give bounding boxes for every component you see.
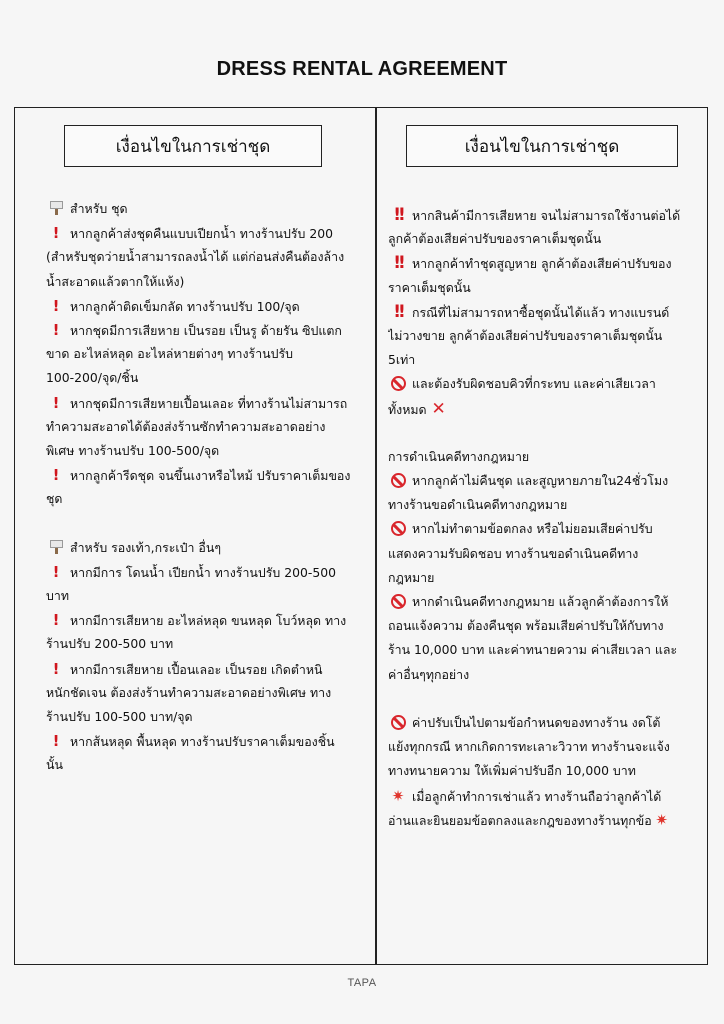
term-line bbox=[46, 657, 368, 681]
no-entry-icon bbox=[388, 372, 408, 396]
term-line bbox=[388, 517, 700, 541]
term-line bbox=[388, 203, 700, 227]
term-text: ทั้งหมด bbox=[388, 401, 427, 417]
term-text: หากดำเนินคดีทางกฎหมาย แล้วลูกค้าต้องการให้ bbox=[412, 594, 669, 609]
right-column-header: เงื่อนไขในการเช่าชุด bbox=[406, 125, 678, 167]
left-column-header: เงื่อนไขในการเช่าชุด bbox=[64, 125, 322, 167]
pushpin-sign-icon bbox=[46, 536, 66, 560]
term-text: ทางทนายความ ให้เพิ่มค่าปรับอีก 10,000 บาท bbox=[388, 763, 636, 779]
term-line bbox=[388, 227, 700, 251]
term-line bbox=[388, 808, 700, 832]
term-text: น้ำสะอาดแล้วตากให้แห้ง) bbox=[46, 273, 185, 289]
exclamation-icon: ! bbox=[52, 611, 60, 630]
double-exclamation-icon: !! bbox=[393, 253, 403, 274]
no-entry-icon bbox=[388, 711, 408, 735]
term-line bbox=[46, 632, 368, 656]
section-spacer bbox=[388, 421, 700, 445]
term-text: พิเศษ ทางร้านปรับ 100-500/จุด bbox=[46, 442, 220, 458]
term-text: ร้านปรับ 100-500 บาท/จุด bbox=[46, 708, 193, 724]
term-text: ขาด อะไหล่หลุด อะไหล่หายต่างๆ ทางร้านปรับ bbox=[46, 346, 294, 362]
section-spacer bbox=[46, 511, 368, 535]
no-entry-icon bbox=[388, 517, 408, 541]
term-text: หากลูกค้าส่งชุดคืนแบบเปียกน้ำ ทางร้านปรับ 200 bbox=[70, 226, 333, 242]
term-line bbox=[46, 221, 368, 245]
term-line bbox=[46, 463, 368, 487]
term-line bbox=[388, 735, 700, 759]
pushpin-sign-icon bbox=[46, 197, 66, 221]
term-line bbox=[388, 276, 700, 300]
section-spacer bbox=[388, 687, 700, 711]
term-text: ร้านปรับ 200-500 บาท bbox=[46, 636, 174, 652]
term-text: และต้องรับผิดชอบคิวที่กระทบ และค่าเสียเวลา bbox=[412, 376, 656, 392]
term-text: ทำความสะอาดได้ต้องส่งร้านซักทำความสะอาดอย่าง bbox=[46, 418, 326, 434]
term-text: บาท bbox=[46, 588, 69, 603]
term-text: หากมีการเสียหาย เปื้อนเลอะ เป็นรอย เกิดตำหนิ bbox=[70, 661, 323, 677]
term-line bbox=[46, 753, 368, 777]
term-text: 5เท่า bbox=[388, 352, 416, 368]
double-exclamation-icon: !! bbox=[393, 205, 403, 225]
term-line bbox=[46, 439, 368, 463]
term-text: ค่าปรับเป็นไปตามข้อกำหนดของทางร้าน งดโต้ bbox=[412, 714, 661, 730]
term-text: ราคาเต็มชุดนั้น bbox=[388, 279, 471, 295]
exclamation-icon: ! bbox=[52, 466, 60, 485]
term-line bbox=[388, 372, 700, 396]
term-line bbox=[46, 391, 368, 415]
term-line bbox=[46, 245, 368, 269]
term-line bbox=[46, 294, 368, 318]
term-text: แสดงความรับผิดชอบ ทางร้านขอดำเนินคดีทาง bbox=[388, 545, 639, 561]
term-text: หากส้นหลุด พื้นหลุด ทางร้านปรับราคาเต็มของชิ้น bbox=[70, 734, 335, 750]
term-text: นั้น bbox=[46, 757, 63, 773]
document-title: DRESS RENTAL AGREEMENT bbox=[216, 58, 508, 80]
term-line bbox=[388, 445, 700, 469]
term-line bbox=[388, 614, 700, 638]
term-text: ค่าอื่นๆทุกอย่าง bbox=[388, 666, 470, 682]
term-line bbox=[46, 487, 368, 511]
anger-icon: ✷ bbox=[391, 786, 405, 805]
exclamation-icon: ! bbox=[52, 320, 60, 339]
term-line bbox=[46, 560, 368, 584]
term-text: 100-200/จุด/ชิ้น bbox=[46, 370, 139, 386]
exclamation-icon: ! bbox=[52, 296, 60, 315]
term-text: หากลูกค้ารีดชุด จนขึ้นเงาหรือไหม้ ปรับราคาเต็มของ bbox=[70, 468, 351, 484]
term-line bbox=[388, 566, 700, 590]
term-line bbox=[46, 536, 368, 560]
term-text: หากชุดมีการเสียหายเปื้อนเลอะ ที่ทางร้านไม่สามารถ bbox=[70, 395, 348, 411]
term-line bbox=[46, 729, 368, 753]
term-line bbox=[388, 784, 700, 808]
term-text: เมื่อลูกค้าทำการเช่าแล้ว ทางร้านถือว่าลูกค้าได้ bbox=[412, 788, 662, 804]
term-line bbox=[388, 324, 700, 348]
exclamation-icon: ! bbox=[52, 732, 60, 751]
term-text: (สำหรับชุดว่ายน้ำสามารถลงน้ำได้ แต่ก่อนส่งคืนต้องล้าง bbox=[46, 249, 345, 265]
cross-mark-icon: ✕ bbox=[431, 398, 446, 419]
exclamation-icon: ! bbox=[52, 659, 60, 678]
term-line bbox=[46, 705, 368, 729]
term-text: ไม่วางขาย ลูกค้าต้องเสียค่าปรับของราคาเต็มชุดนั้น bbox=[388, 327, 663, 343]
exclamation-icon: ! bbox=[52, 393, 60, 412]
term-line bbox=[46, 681, 368, 705]
term-text: หากมีการเสียหาย อะไหล่หลุด ขนหลุด โบว์หลุด ทาง bbox=[70, 613, 347, 629]
footer-brand: TAPA bbox=[347, 977, 377, 989]
column-divider bbox=[375, 107, 377, 965]
term-line bbox=[388, 348, 700, 372]
term-line bbox=[388, 300, 700, 324]
term-text: หากสินค้ามีการเสียหาย จนไม่สามารถใช้งานต่อได้ bbox=[412, 208, 681, 223]
right-terms-list bbox=[388, 203, 700, 832]
term-line bbox=[388, 542, 700, 566]
term-line bbox=[46, 366, 368, 390]
term-text: อ่านและยินยอมข้อตกลงและกฎของทางร้านทุกข้อ bbox=[388, 812, 652, 828]
term-line bbox=[388, 397, 700, 421]
term-line bbox=[388, 663, 700, 687]
term-text: สำหรับ รองเท้า,กระเป๋า อื่นๆ bbox=[70, 539, 221, 555]
term-line bbox=[46, 342, 368, 366]
term-line bbox=[388, 759, 700, 783]
exclamation-icon: ! bbox=[52, 224, 60, 243]
exclamation-icon: ! bbox=[52, 562, 60, 581]
term-line bbox=[46, 270, 368, 294]
term-text: สำหรับ ชุด bbox=[70, 201, 128, 216]
term-text: ลูกค้าต้องเสียค่าปรับของราคาเต็มชุดนั้น bbox=[388, 231, 602, 247]
term-text: หากลูกค้าทำชุดสูญหาย ลูกค้าต้องเสียค่าปรับของ bbox=[412, 256, 672, 272]
term-text: การดำเนินคดีทางกฎหมาย bbox=[388, 448, 530, 464]
no-entry-icon bbox=[388, 469, 408, 493]
term-line bbox=[388, 469, 700, 493]
term-line bbox=[46, 415, 368, 439]
term-text: หากลูกค้าไม่คืนชุด และสูญหายภายใน24ชั่วโมง bbox=[412, 473, 669, 489]
double-exclamation-icon: !! bbox=[393, 301, 403, 322]
left-terms-list bbox=[46, 197, 368, 778]
no-entry-icon bbox=[388, 590, 408, 614]
term-line bbox=[46, 584, 368, 608]
term-line bbox=[388, 251, 700, 275]
term-text: ร้าน 10,000 บาท และค่าทนายความ ค่าเสียเวลา และ bbox=[388, 642, 678, 658]
term-line bbox=[46, 608, 368, 632]
term-line bbox=[388, 638, 700, 662]
term-line bbox=[46, 318, 368, 342]
anger-icon: ✷ bbox=[655, 810, 668, 829]
term-text: กฎหมาย bbox=[388, 569, 435, 585]
term-text: หากมีการ โดนน้ำ เปียกน้ำ ทางร้านปรับ 200-500 bbox=[70, 564, 336, 580]
term-text: กรณีที่ไม่สามารถหาซื้อชุดนั้นได้แล้ว ทางแบรนด์ bbox=[412, 304, 670, 320]
term-text: ชุด bbox=[46, 491, 63, 507]
term-line bbox=[46, 197, 368, 221]
term-text: หากชุดมีการเสียหาย เป็นรอย เป็นรู ด้ายรัน ซิปแตก bbox=[70, 322, 342, 338]
term-line bbox=[388, 590, 700, 614]
term-line bbox=[388, 493, 700, 517]
term-text: หากลูกค้าติดเข็มกลัด ทางร้านปรับ 100/จุด bbox=[70, 298, 300, 314]
term-text: หนักชัดเจน ต้องส่งร้านทำความสะอาดอย่างพิเศษ ทาง bbox=[46, 684, 332, 700]
term-text: แย้งทุกกรณี หากเกิดการทะเลาะวิวาท ทางร้านจะแจ้ง bbox=[388, 739, 670, 755]
term-text: ถอนแจ้งความ ต้องคืนชุด พร้อมเสียค่าปรับให้กับทาง bbox=[388, 618, 664, 634]
term-text: ทางร้านขอดำเนินคดีทางกฎหมาย bbox=[388, 497, 568, 513]
term-line bbox=[388, 711, 700, 735]
term-text: หากไม่ทำตามข้อตกลง หรือไม่ยอมเสียค่าปรับ bbox=[412, 521, 653, 537]
